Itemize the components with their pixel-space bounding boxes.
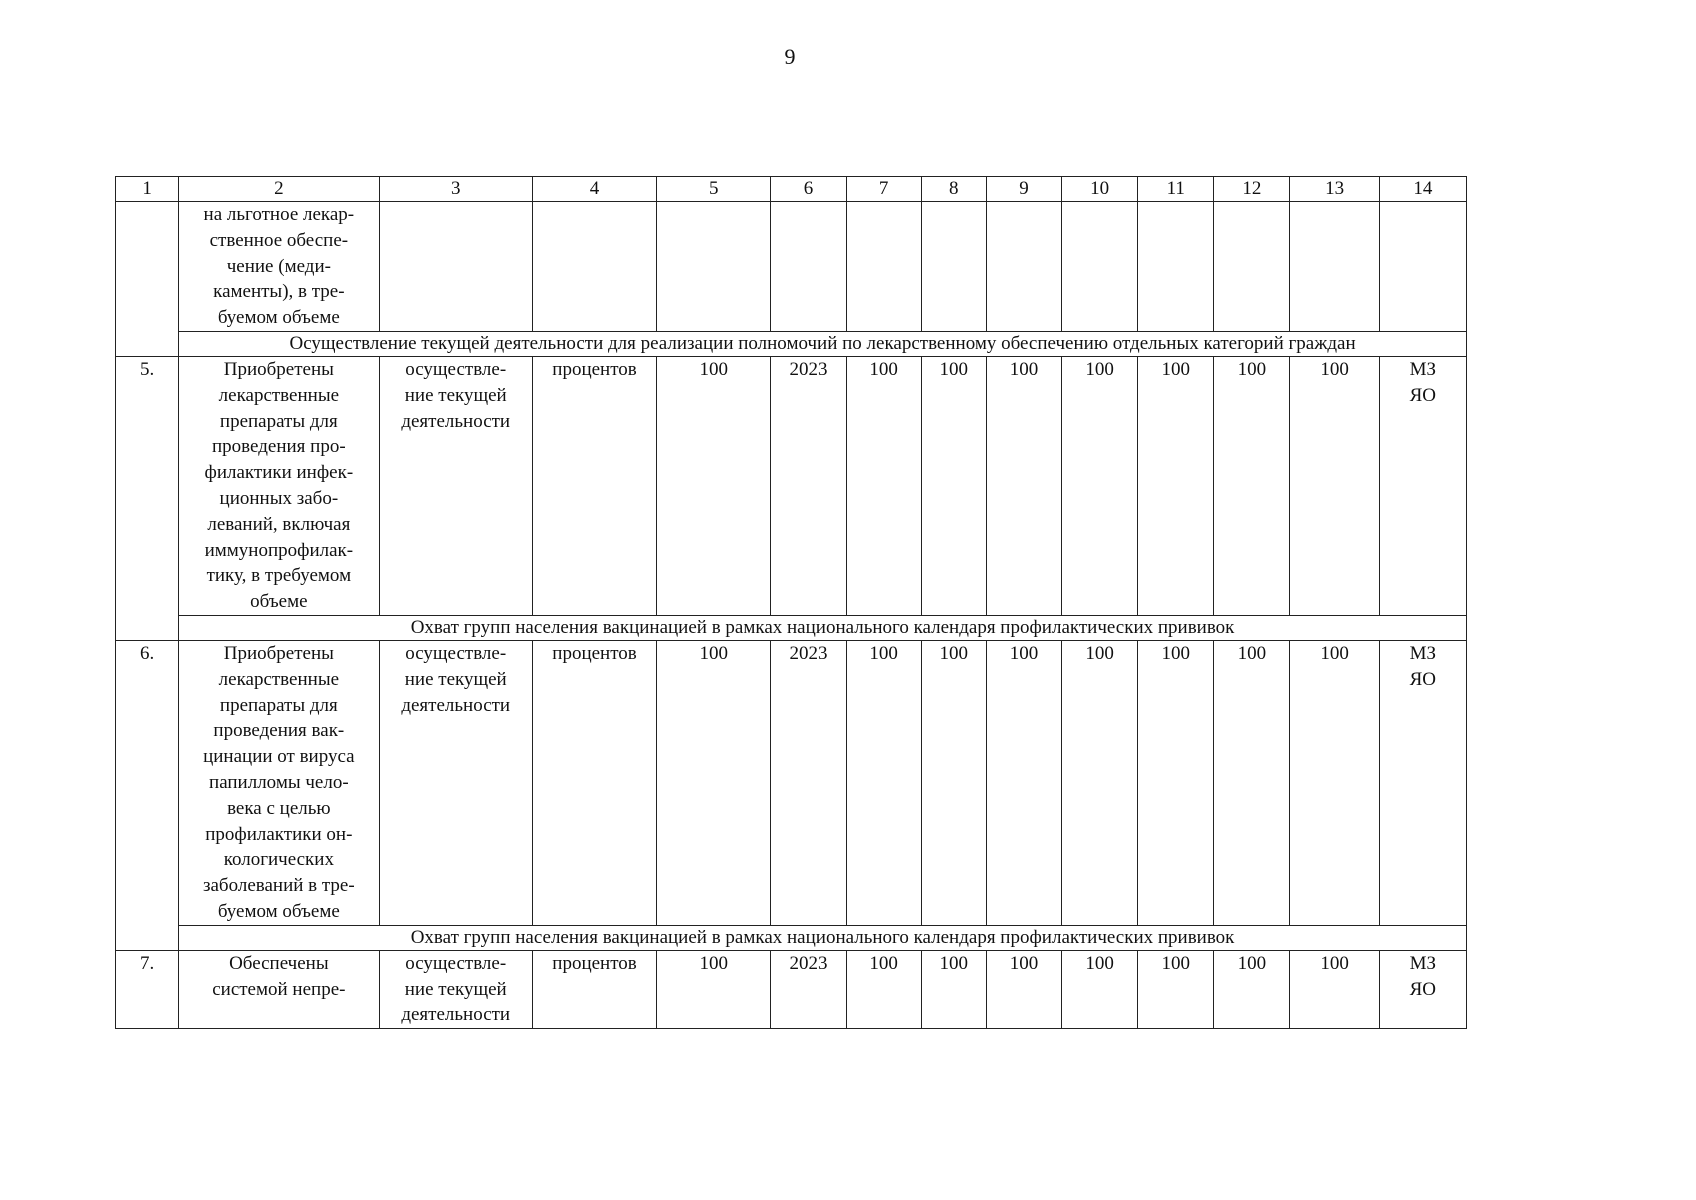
- section-row: [116, 615, 1467, 640]
- value-cell: 100: [1290, 640, 1379, 925]
- result-name-cell: [179, 356, 379, 615]
- base-year-cell: 2023: [771, 640, 846, 925]
- value-cell: 100: [921, 640, 986, 925]
- unit-cell: процентов: [532, 356, 656, 615]
- value-cell: 100: [1138, 640, 1214, 925]
- section-title: Охват групп населения вакцинацией в рамках национального календаря профилактических прививок: [179, 615, 1467, 640]
- method-line: ние текущей: [404, 668, 507, 690]
- column-header: 13: [1290, 177, 1379, 202]
- value-cell: 100: [1214, 356, 1290, 615]
- empty-cell: [1290, 202, 1379, 332]
- empty-cell: [771, 202, 846, 332]
- name-line: ственное обеспе-: [209, 229, 349, 251]
- empty-cell: [1138, 202, 1214, 332]
- name-line: объеме: [250, 591, 308, 613]
- name-line: Приобретены: [223, 642, 334, 664]
- section-row: [116, 925, 1467, 950]
- method-line: осуществле-: [405, 642, 507, 664]
- responsible-cell: [1379, 640, 1466, 925]
- name-line: лекарственные: [218, 384, 340, 406]
- responsible-line: МЗ: [1409, 952, 1437, 974]
- column-header: 7: [846, 177, 921, 202]
- name-line: заболеваний в тре-: [202, 875, 355, 897]
- value-cell: 100: [1290, 356, 1379, 615]
- empty-cell: [1214, 202, 1290, 332]
- value-cell: 100: [1062, 640, 1138, 925]
- empty-cell: [379, 202, 532, 332]
- column-header: 1: [116, 177, 179, 202]
- method-line: деятельности: [401, 410, 511, 432]
- name-line: профилактики он-: [205, 823, 353, 845]
- section-row: [116, 331, 1467, 356]
- name-line: леваний, включая: [207, 513, 351, 535]
- name-line: цинации от вируса: [203, 746, 355, 768]
- responsible-line: ЯО: [1409, 384, 1437, 406]
- column-header: 8: [921, 177, 986, 202]
- name-line: каменты), в тре-: [213, 281, 345, 303]
- base-year-cell: 2023: [771, 356, 846, 615]
- indicators-table: [115, 176, 1467, 1029]
- value-cell: 100: [1138, 356, 1214, 615]
- method-line: ние текущей: [404, 978, 507, 1000]
- name-line: иммунопрофилак-: [204, 539, 354, 561]
- responsible-line: ЯО: [1409, 978, 1437, 1000]
- continuation-row: [116, 202, 1467, 332]
- base-value-cell: 100: [657, 356, 771, 615]
- column-header: 14: [1379, 177, 1466, 202]
- name-line: чение (меди-: [226, 255, 331, 277]
- responsible-line: МЗ: [1409, 642, 1437, 664]
- base-value-cell: 100: [657, 640, 771, 925]
- value-cell: 100: [986, 640, 1061, 925]
- result-name-cell: [179, 950, 379, 1028]
- empty-cell: [1062, 202, 1138, 332]
- value-cell: 100: [986, 356, 1061, 615]
- method-line: ние текущей: [404, 384, 507, 406]
- empty-cell: [657, 202, 771, 332]
- name-line: века с целью: [227, 797, 331, 819]
- name-line: буемом объеме: [217, 900, 340, 922]
- name-line: буемом объеме: [217, 307, 340, 329]
- empty-cell: [1379, 202, 1466, 332]
- column-header: 4: [532, 177, 656, 202]
- value-cell: 100: [1290, 950, 1379, 1028]
- table-row: [116, 640, 1467, 925]
- value-cell: 100: [986, 950, 1061, 1028]
- empty-cell: [921, 202, 986, 332]
- column-header: 3: [379, 177, 532, 202]
- value-cell: 100: [846, 356, 921, 615]
- unit-cell: процентов: [532, 640, 656, 925]
- row-number: 5.: [116, 356, 179, 640]
- name-line: препараты для: [219, 410, 338, 432]
- name-line: проведения вак-: [213, 720, 345, 742]
- name-line: проведения про-: [212, 436, 346, 458]
- name-line: ционных забо-: [219, 487, 339, 509]
- value-cell: 100: [1138, 950, 1214, 1028]
- column-header: 9: [986, 177, 1061, 202]
- column-header: 12: [1214, 177, 1290, 202]
- column-header: 6: [771, 177, 846, 202]
- name-line: папилломы чело-: [209, 771, 349, 793]
- value-cell: 100: [921, 950, 986, 1028]
- name-line: Приобретены: [223, 358, 334, 380]
- responsible-line: ЯО: [1409, 668, 1437, 690]
- section-title: Осуществление текущей деятельности для реализации полномочий по лекарственному обеспечению отдельных категорий граждан: [179, 331, 1467, 356]
- column-number-row: [116, 177, 1467, 202]
- value-cell: 100: [846, 640, 921, 925]
- empty-cell: [846, 202, 921, 332]
- value-cell: 100: [1214, 950, 1290, 1028]
- name-line: препараты для: [219, 694, 338, 716]
- column-header: 2: [179, 177, 379, 202]
- name-line: системой непре-: [212, 978, 346, 1000]
- value-cell: 100: [921, 356, 986, 615]
- method-line: деятельности: [401, 1004, 511, 1026]
- empty-cell: [986, 202, 1061, 332]
- responsible-cell: [1379, 950, 1466, 1028]
- value-cell: 100: [846, 950, 921, 1028]
- unit-cell: процентов: [532, 950, 656, 1028]
- method-cell: [379, 356, 532, 615]
- result-name-cell: [179, 202, 379, 332]
- page-number: 9: [784, 44, 796, 69]
- base-value-cell: 100: [657, 950, 771, 1028]
- method-line: деятельности: [401, 694, 511, 716]
- name-line: филактики инфек-: [204, 462, 354, 484]
- method-cell: [379, 950, 532, 1028]
- column-header: 11: [1138, 177, 1214, 202]
- name-line: лекарственные: [218, 668, 340, 690]
- section-title: Охват групп населения вакцинацией в рамках национального календаря профилактических прививок: [179, 925, 1467, 950]
- responsible-line: МЗ: [1409, 358, 1437, 380]
- table-row: [116, 356, 1467, 615]
- responsible-cell: [1379, 356, 1466, 615]
- name-line: тику, в требуемом: [206, 565, 352, 587]
- name-line: кологических: [223, 849, 334, 871]
- value-cell: 100: [1062, 356, 1138, 615]
- method-line: осуществле-: [405, 358, 507, 380]
- column-header: 10: [1062, 177, 1138, 202]
- row-number-cell: [116, 202, 179, 357]
- name-line: на льготное лекар-: [203, 204, 355, 225]
- method-line: осуществле-: [405, 952, 507, 974]
- result-name-cell: [179, 640, 379, 925]
- base-year-cell: 2023: [771, 950, 846, 1028]
- method-cell: [379, 640, 532, 925]
- table-row: [116, 950, 1467, 1028]
- column-header: 5: [657, 177, 771, 202]
- row-number: 7.: [116, 950, 179, 1028]
- row-number: 6.: [116, 640, 179, 950]
- empty-cell: [532, 202, 656, 332]
- value-cell: 100: [1214, 640, 1290, 925]
- name-line: Обеспечены: [229, 952, 329, 974]
- value-cell: 100: [1062, 950, 1138, 1028]
